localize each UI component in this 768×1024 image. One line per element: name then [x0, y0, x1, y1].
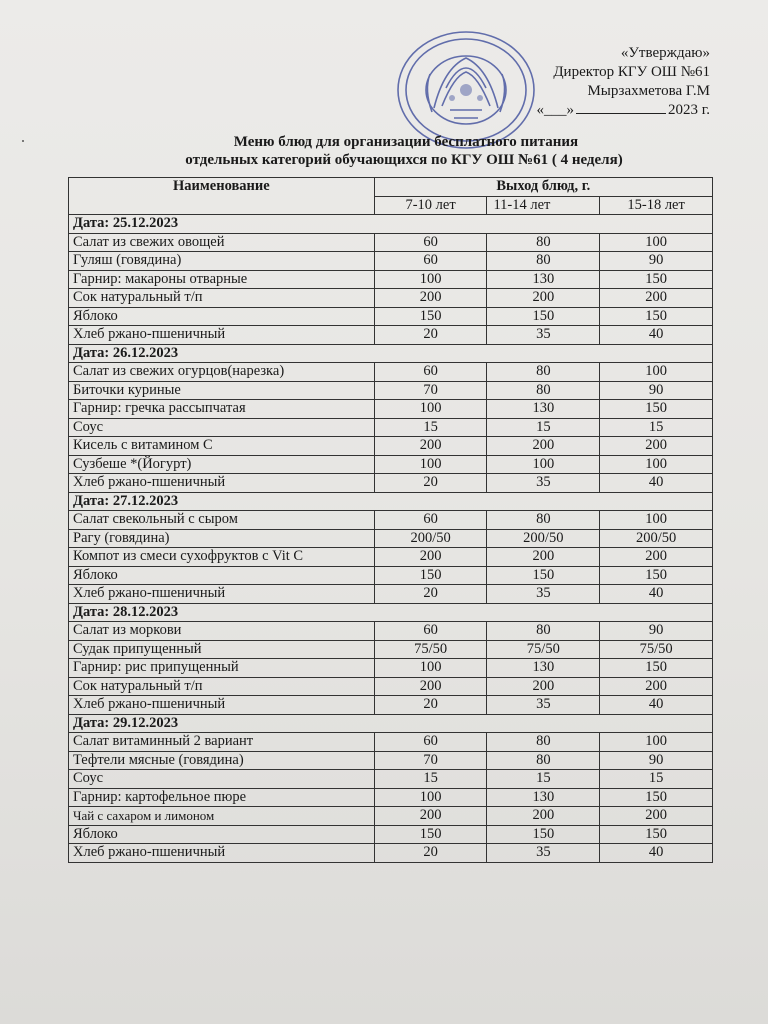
dish-name: Салат витаминный 2 вариант: [69, 733, 375, 752]
dish-name: Салат из свежих огурцов(нарезка): [69, 363, 375, 382]
output-7-10: 60: [374, 363, 487, 382]
header-output: Выход блюд, г.: [374, 178, 712, 197]
approval-block: [470, 44, 710, 120]
dish-name: Судак припущенный: [69, 640, 375, 659]
output-11-14: 80: [487, 252, 600, 271]
output-15-18: 150: [600, 400, 713, 419]
output-15-18: 200: [600, 548, 713, 567]
date-row: [69, 344, 713, 363]
table-row: [69, 566, 713, 585]
output-11-14: 200: [487, 437, 600, 456]
table-row: [69, 751, 713, 770]
dish-name: Кисель с витамином С: [69, 437, 375, 456]
dish-name: Соус: [69, 418, 375, 437]
table-row: [69, 677, 713, 696]
output-15-18: 150: [600, 825, 713, 844]
output-11-14: 200: [487, 548, 600, 567]
table-row: [69, 622, 713, 641]
table-row: [69, 289, 713, 308]
table-row: [69, 252, 713, 271]
table-row: [69, 807, 713, 826]
output-15-18: 200: [600, 677, 713, 696]
table-row: [69, 844, 713, 863]
output-7-10: 60: [374, 733, 487, 752]
output-15-18: 200: [600, 807, 713, 826]
output-15-18: 40: [600, 474, 713, 493]
dish-name: Гарнир: картофельное пюре: [69, 788, 375, 807]
output-7-10: 150: [374, 825, 487, 844]
output-7-10: 20: [374, 585, 487, 604]
dish-name: Салат из моркови: [69, 622, 375, 641]
date-cell: Дата: 28.12.2023: [69, 603, 713, 622]
dish-name: Компот из смеси сухофруктов с Vit C: [69, 548, 375, 567]
output-11-14: 80: [487, 733, 600, 752]
output-7-10: 100: [374, 400, 487, 419]
output-15-18: 90: [600, 622, 713, 641]
output-11-14: 15: [487, 770, 600, 789]
dish-name: Хлеб ржано-пшеничный: [69, 844, 375, 863]
output-11-14: 15: [487, 418, 600, 437]
table-row: [69, 788, 713, 807]
table-row: [69, 733, 713, 752]
output-11-14: 130: [487, 788, 600, 807]
table-row: [69, 696, 713, 715]
output-15-18: 200: [600, 289, 713, 308]
table-row: [69, 529, 713, 548]
output-11-14: 35: [487, 844, 600, 863]
output-7-10: 100: [374, 270, 487, 289]
output-11-14: 130: [487, 270, 600, 289]
dish-name: Хлеб ржано-пшеничный: [69, 696, 375, 715]
dish-name: Гарнир: макароны отварные: [69, 270, 375, 289]
menu-body: [69, 215, 713, 863]
approval-date-suffix: 2023 г.: [668, 102, 710, 118]
output-15-18: 150: [600, 659, 713, 678]
output-7-10: 200: [374, 437, 487, 456]
output-15-18: 100: [600, 511, 713, 530]
dish-name: Сок натуральный т/п: [69, 289, 375, 308]
output-15-18: 200: [600, 437, 713, 456]
output-7-10: 70: [374, 381, 487, 400]
output-7-10: 100: [374, 788, 487, 807]
date-cell: Дата: 25.12.2023: [69, 215, 713, 234]
date-row: [69, 603, 713, 622]
output-7-10: 20: [374, 326, 487, 345]
output-7-10: 200/50: [374, 529, 487, 548]
header-row: [69, 178, 713, 197]
output-7-10: 70: [374, 751, 487, 770]
output-11-14: 80: [487, 363, 600, 382]
dish-name: Рагу (говядина): [69, 529, 375, 548]
dish-name: Сузбеше *(Йогурт): [69, 455, 375, 474]
output-11-14: 100: [487, 455, 600, 474]
date-row: [69, 492, 713, 511]
dish-name: Биточки куриные: [69, 381, 375, 400]
table-row: [69, 418, 713, 437]
output-15-18: 15: [600, 418, 713, 437]
output-15-18: 15: [600, 770, 713, 789]
dish-name: Гарнир: гречка рассыпчатая: [69, 400, 375, 419]
output-15-18: 150: [600, 566, 713, 585]
approval-date: [470, 101, 710, 120]
output-15-18: 100: [600, 233, 713, 252]
table-row: [69, 640, 713, 659]
menu-table: [68, 177, 713, 863]
output-15-18: 40: [600, 326, 713, 345]
date-row: [69, 215, 713, 234]
output-11-14: 200: [487, 677, 600, 696]
output-15-18: 40: [600, 585, 713, 604]
table-row: [69, 400, 713, 419]
output-7-10: 60: [374, 511, 487, 530]
output-15-18: 40: [600, 844, 713, 863]
output-15-18: 100: [600, 363, 713, 382]
output-11-14: 150: [487, 566, 600, 585]
output-15-18: 100: [600, 455, 713, 474]
date-row: [69, 714, 713, 733]
output-11-14: 200: [487, 289, 600, 308]
dish-name: Хлеб ржано-пшеничный: [69, 474, 375, 493]
output-15-18: 40: [600, 696, 713, 715]
dish-name: Гуляш (говядина): [69, 252, 375, 271]
table-row: [69, 233, 713, 252]
dish-name: Хлеб ржано-пшеничный: [69, 326, 375, 345]
output-15-18: 90: [600, 252, 713, 271]
output-11-14: 35: [487, 474, 600, 493]
table-row: [69, 474, 713, 493]
header-age-1: 7-10 лет: [374, 196, 487, 215]
approval-position: Директор КГУ ОШ №61: [553, 64, 710, 80]
date-cell: Дата: 27.12.2023: [69, 492, 713, 511]
output-11-14: 130: [487, 400, 600, 419]
dish-name: Салат свекольный с сыром: [69, 511, 375, 530]
dish-name: Соус: [69, 770, 375, 789]
table-row: [69, 770, 713, 789]
approval-heading: «Утверждаю»: [620, 45, 710, 61]
table-row: [69, 548, 713, 567]
output-15-18: 90: [600, 381, 713, 400]
output-11-14: 130: [487, 659, 600, 678]
approval-signatory: Мырзахметова Г.М: [587, 83, 710, 99]
output-11-14: 80: [487, 233, 600, 252]
output-11-14: 200: [487, 807, 600, 826]
output-11-14: 80: [487, 622, 600, 641]
output-11-14: 35: [487, 696, 600, 715]
document-title: [0, 133, 768, 169]
table-row: [69, 659, 713, 678]
table-row: [69, 511, 713, 530]
approval-date-prefix: «___»: [536, 102, 575, 118]
output-7-10: 20: [374, 844, 487, 863]
output-7-10: 20: [374, 696, 487, 715]
output-15-18: 75/50: [600, 640, 713, 659]
table-row: [69, 326, 713, 345]
dish-name: Чай с сахаром и лимоном: [69, 807, 375, 826]
output-15-18: 90: [600, 751, 713, 770]
table-row: [69, 381, 713, 400]
dish-name: Яблоко: [69, 307, 375, 326]
output-7-10: 100: [374, 455, 487, 474]
output-7-10: 60: [374, 252, 487, 271]
table-row: [69, 307, 713, 326]
output-11-14: 150: [487, 825, 600, 844]
output-11-14: 75/50: [487, 640, 600, 659]
title-line-1: Меню блюд для организации бесплатного питания: [233, 134, 579, 150]
output-7-10: 150: [374, 307, 487, 326]
approval-date-blank: [576, 101, 666, 114]
dish-name: Гарнир: рис припущенный: [69, 659, 375, 678]
output-7-10: 15: [374, 418, 487, 437]
header-name: Наименование: [69, 178, 375, 215]
dish-name: Яблоко: [69, 566, 375, 585]
table-row: [69, 270, 713, 289]
output-11-14: 35: [487, 326, 600, 345]
output-7-10: 60: [374, 233, 487, 252]
dish-name: Яблоко: [69, 825, 375, 844]
table-row: [69, 825, 713, 844]
dish-name: Хлеб ржано-пшеничный: [69, 585, 375, 604]
output-11-14: 80: [487, 381, 600, 400]
output-7-10: 20: [374, 474, 487, 493]
dish-name: Тефтели мясные (говядина): [69, 751, 375, 770]
output-11-14: 35: [487, 585, 600, 604]
output-11-14: 80: [487, 511, 600, 530]
output-11-14: 80: [487, 751, 600, 770]
output-7-10: 200: [374, 677, 487, 696]
output-15-18: 150: [600, 788, 713, 807]
title-line-2: отдельных категорий обучающихся по КГУ ОШ №61 ( 4 неделя): [185, 152, 623, 168]
output-15-18: 150: [600, 307, 713, 326]
output-11-14: 200/50: [487, 529, 600, 548]
table-row: [69, 437, 713, 456]
output-7-10: 60: [374, 622, 487, 641]
date-cell: Дата: 26.12.2023: [69, 344, 713, 363]
output-7-10: 15: [374, 770, 487, 789]
output-7-10: 200: [374, 289, 487, 308]
table-row: [69, 363, 713, 382]
header-age-3: 15-18 лет: [600, 196, 713, 215]
dish-name: Сок натуральный т/п: [69, 677, 375, 696]
output-15-18: 150: [600, 270, 713, 289]
output-11-14: 150: [487, 307, 600, 326]
output-7-10: 200: [374, 807, 487, 826]
table-row: [69, 585, 713, 604]
output-7-10: 200: [374, 548, 487, 567]
dish-name: Салат из свежих овощей: [69, 233, 375, 252]
header-age-2: 11-14 лет: [487, 196, 600, 215]
date-cell: Дата: 29.12.2023: [69, 714, 713, 733]
output-15-18: 100: [600, 733, 713, 752]
table-row: [69, 455, 713, 474]
output-7-10: 75/50: [374, 640, 487, 659]
output-7-10: 100: [374, 659, 487, 678]
output-15-18: 200/50: [600, 529, 713, 548]
output-7-10: 150: [374, 566, 487, 585]
